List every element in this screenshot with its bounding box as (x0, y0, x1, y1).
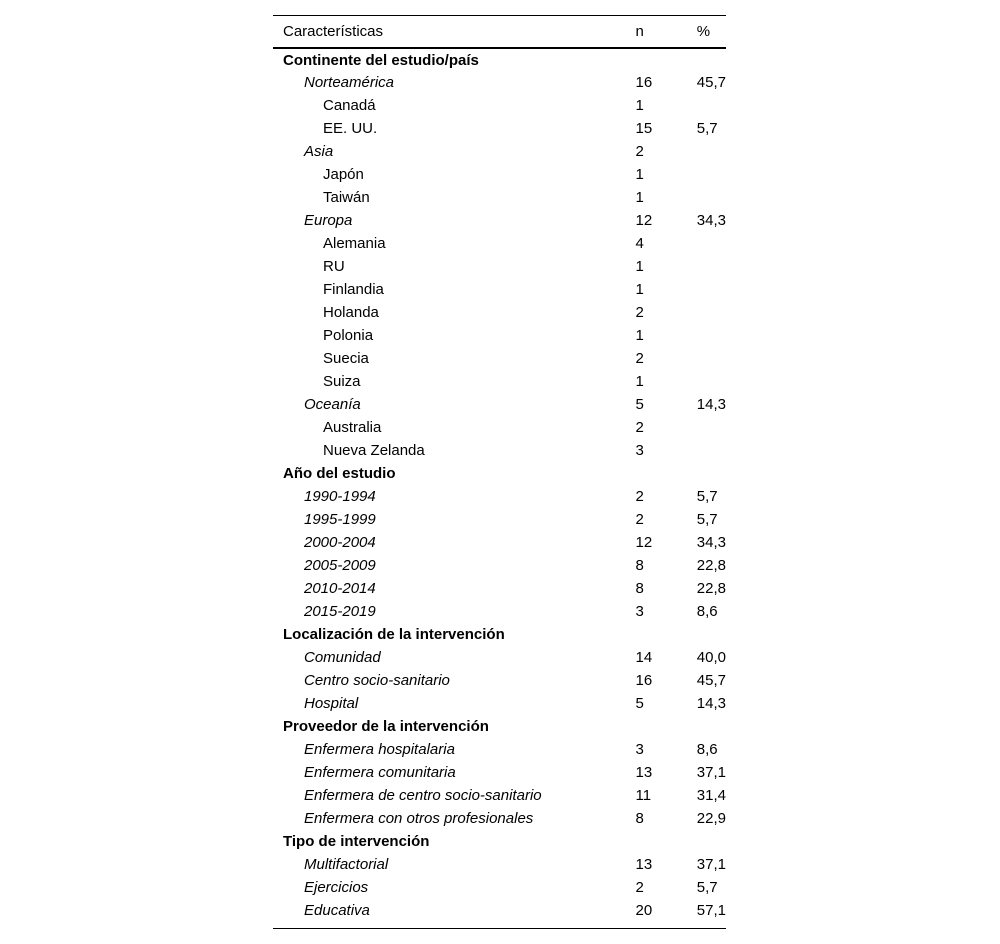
row-n-value: 8 (635, 810, 644, 827)
row-n-value (634, 48, 696, 71)
row-label: 2010-2014 (304, 580, 376, 597)
row-percent-value: 5,7 (696, 488, 718, 505)
row-percent-value (697, 830, 726, 853)
row-label: Multifactorial (304, 856, 389, 873)
row-n-value: 15 (635, 120, 653, 137)
row-percent-value (697, 140, 726, 163)
row-percent-value: 37,1 (696, 856, 726, 873)
table-header (273, 16, 726, 49)
row-percent-value: 5,7 (696, 511, 718, 528)
characteristics-table (273, 15, 726, 922)
row-label: Enfermera con otros profesionales (304, 810, 534, 827)
section-header-row (273, 623, 726, 646)
table-row (273, 853, 726, 876)
row-percent-value (697, 715, 726, 738)
row-n-value: 3 (635, 603, 644, 620)
row-percent-value: 5,7 (696, 120, 718, 137)
row-label: Japón (323, 166, 364, 183)
row-n-value (634, 830, 696, 853)
table-row (273, 209, 726, 232)
table-row (273, 784, 726, 807)
table-row (273, 163, 726, 186)
row-n-value: 5 (635, 695, 644, 712)
row-label: RU (323, 258, 345, 275)
row-n-value: 1 (635, 327, 644, 344)
row-n-value (634, 623, 696, 646)
row-n-value: 2 (635, 304, 644, 321)
table-row (273, 393, 726, 416)
row-n-value: 5 (635, 396, 644, 413)
row-n-value: 13 (635, 764, 653, 781)
characteristics-table-container (273, 15, 726, 929)
row-label: Oceanía (304, 396, 361, 413)
row-n-value: 16 (635, 672, 653, 689)
table-row (273, 416, 726, 439)
row-percent-value (697, 370, 726, 393)
row-percent-value (697, 186, 726, 209)
row-percent-value: 5,7 (696, 879, 718, 896)
row-n-value: 3 (635, 741, 644, 758)
header-characteristics: Características (283, 23, 384, 40)
row-label: Hospital (304, 695, 359, 712)
row-label: Continente del estudio/país (283, 52, 479, 69)
table-row (273, 669, 726, 692)
row-percent-value (697, 163, 726, 186)
header-row (273, 16, 726, 49)
row-n-value: 2 (635, 350, 644, 367)
row-percent-value: 8,6 (696, 741, 718, 758)
row-label: 1990-1994 (304, 488, 376, 505)
table-row (273, 577, 726, 600)
row-label: EE. UU. (323, 120, 378, 137)
row-label: Educativa (304, 902, 370, 919)
row-n-value: 13 (635, 856, 653, 873)
row-percent-value (697, 347, 726, 370)
row-label: Canadá (323, 97, 376, 114)
row-n-value: 12 (635, 534, 653, 551)
row-n-value: 8 (635, 580, 644, 597)
row-percent-value: 22,8 (696, 557, 726, 574)
row-label: Proveedor de la intervención (283, 718, 489, 735)
row-label: Año del estudio (283, 465, 396, 482)
row-n-value: 2 (635, 419, 644, 436)
row-label: Nueva Zelanda (323, 442, 425, 459)
row-n-value: 2 (635, 879, 644, 896)
row-label: Norteamérica (304, 74, 395, 91)
row-n-value: 4 (635, 235, 644, 252)
table-row (273, 94, 726, 117)
section-header-row (273, 48, 726, 71)
table-row (273, 600, 726, 623)
row-n-value: 1 (635, 97, 644, 114)
row-label: Suecia (323, 350, 369, 367)
row-percent-value: 14,3 (696, 396, 726, 413)
section-header-row (273, 715, 726, 738)
row-n-value: 1 (635, 258, 644, 275)
row-label: Europa (304, 212, 353, 229)
row-percent-value (697, 439, 726, 462)
header-n: n (635, 23, 644, 40)
table-row (273, 508, 726, 531)
table-row (273, 370, 726, 393)
table-row (273, 71, 726, 94)
row-percent-value: 22,8 (696, 580, 726, 597)
row-percent-value (697, 278, 726, 301)
row-label: Polonia (323, 327, 374, 344)
row-label: Centro socio-sanitario (304, 672, 450, 689)
row-percent-value: 31,4 (696, 787, 726, 804)
row-label: Tipo de intervención (283, 833, 430, 850)
row-n-value: 20 (635, 902, 653, 919)
row-n-value: 2 (635, 511, 644, 528)
row-percent-value: 57,1 (696, 902, 726, 919)
table-row (273, 554, 726, 577)
row-label: Localización de la intervención (283, 626, 505, 643)
row-percent-value (697, 416, 726, 439)
row-percent-value: 37,1 (696, 764, 726, 781)
row-n-value: 2 (635, 488, 644, 505)
table-row (273, 485, 726, 508)
row-n-value: 2 (635, 143, 644, 160)
row-percent-value: 40,0 (696, 649, 726, 666)
table-bottom-rule (273, 928, 726, 929)
row-n-value: 1 (635, 189, 644, 206)
row-percent-value (697, 255, 726, 278)
row-label: Australia (323, 419, 382, 436)
header-percent: % (696, 23, 711, 40)
row-label: Enfermera hospitalaria (304, 741, 455, 758)
row-label: Asia (304, 143, 334, 160)
section-header-row (273, 462, 726, 485)
table-row (273, 807, 726, 830)
row-n-value: 1 (635, 166, 644, 183)
row-percent-value (697, 324, 726, 347)
table-row (273, 439, 726, 462)
table-row (273, 347, 726, 370)
table-row (273, 876, 726, 899)
row-label: Enfermera de centro socio-sanitario (304, 787, 542, 804)
row-n-value: 14 (635, 649, 653, 666)
row-label: Finlandia (323, 281, 384, 298)
table-row (273, 278, 726, 301)
row-label: Taiwán (323, 189, 370, 206)
table-row (273, 255, 726, 278)
row-percent-value: 45,7 (696, 74, 726, 91)
row-label: Ejercicios (304, 879, 369, 896)
table-row (273, 899, 726, 922)
row-percent-value (697, 232, 726, 255)
row-n-value: 8 (635, 557, 644, 574)
row-percent-value: 22,9 (696, 810, 726, 827)
table-row (273, 761, 726, 784)
row-percent-value: 34,3 (696, 534, 726, 551)
row-percent-value: 34,3 (696, 212, 726, 229)
section-header-row (273, 830, 726, 853)
row-label: Holanda (323, 304, 379, 321)
row-n-value (634, 462, 696, 485)
row-n-value: 16 (635, 74, 653, 91)
row-label: Comunidad (304, 649, 381, 666)
table-row (273, 117, 726, 140)
table-row (273, 738, 726, 761)
row-label: Suiza (323, 373, 361, 390)
row-percent-value: 45,7 (696, 672, 726, 689)
row-percent-value: 14,3 (696, 695, 726, 712)
row-n-value: 1 (635, 281, 644, 298)
row-percent-value (697, 48, 726, 71)
row-n-value: 11 (635, 787, 652, 804)
row-percent-value: 8,6 (696, 603, 718, 620)
row-label: Alemania (323, 235, 386, 252)
table-row (273, 324, 726, 347)
row-percent-value (697, 623, 726, 646)
table-row (273, 186, 726, 209)
row-n-value (634, 715, 696, 738)
row-n-value: 3 (635, 442, 644, 459)
row-label: Enfermera comunitaria (304, 764, 456, 781)
table-row (273, 232, 726, 255)
row-label: 1995-1999 (304, 511, 376, 528)
table-row (273, 692, 726, 715)
table-body (273, 48, 726, 922)
row-label: 2005-2009 (304, 557, 376, 574)
row-n-value: 1 (635, 373, 644, 390)
row-percent-value (697, 301, 726, 324)
row-n-value: 12 (635, 212, 653, 229)
row-percent-value (697, 94, 726, 117)
table-row (273, 646, 726, 669)
table-row (273, 531, 726, 554)
row-percent-value (697, 462, 726, 485)
row-label: 2015-2019 (304, 603, 376, 620)
table-row (273, 140, 726, 163)
row-label: 2000-2004 (304, 534, 376, 551)
table-row (273, 301, 726, 324)
